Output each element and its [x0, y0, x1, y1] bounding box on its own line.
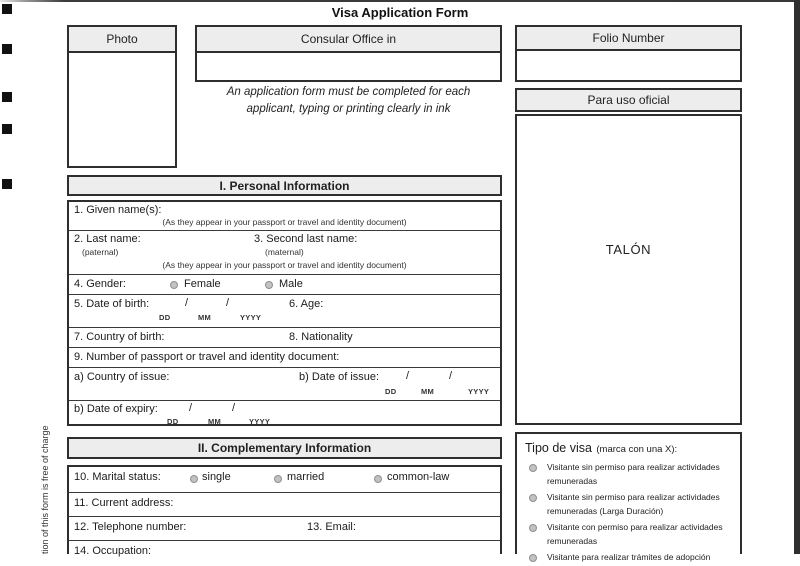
single-label: single: [202, 471, 231, 483]
photo-box: [67, 25, 177, 168]
dd-label: DD: [167, 417, 179, 426]
visa-option-3-radio[interactable]: [529, 524, 537, 532]
female-radio[interactable]: [170, 281, 178, 289]
paternal-label: (paternal): [82, 247, 119, 257]
registration-mark: [2, 44, 12, 54]
margin-note: tion of this form is free of charge: [40, 425, 50, 554]
dd-label: DD: [385, 387, 397, 396]
current-address-row[interactable]: [69, 492, 500, 516]
folio-number-field[interactable]: [517, 51, 740, 80]
folio-number-box: [515, 25, 742, 82]
gender-row: [69, 274, 500, 294]
passport-number-row[interactable]: [69, 347, 500, 367]
last-name-label: 2. Last name:: [74, 233, 141, 245]
visa-option-2-label: [547, 491, 720, 518]
yyyy-label: YYYY: [468, 387, 490, 396]
visa-option-1-label: [547, 461, 720, 488]
age-label: 6. Age:: [289, 298, 324, 310]
marital-status-label: 10. Marital status:: [74, 471, 161, 483]
passport-note: (As they appear in your passport or travel and identity document): [162, 260, 407, 270]
visa-option-1-line1: Visitante sin permiso para realizar actividades: [547, 462, 720, 472]
photo-header: Photo: [69, 27, 175, 53]
date-slash: /: [406, 370, 410, 382]
folio-number-header: Folio Number: [517, 27, 740, 51]
section-1-header: I. Personal Information: [67, 175, 502, 196]
telephone-label: 12. Telephone number:: [74, 521, 187, 533]
married-radio[interactable]: [274, 475, 282, 483]
female-label: Female: [184, 278, 221, 290]
date-of-expiry-label: b) Date of expiry:: [74, 403, 158, 415]
common-law-label: common-law: [387, 471, 450, 483]
visa-type-title-row: [517, 434, 740, 459]
page-title: Visa Application Form: [331, 5, 469, 20]
registration-mark: [2, 179, 12, 189]
male-label: Male: [279, 278, 303, 290]
current-address-label: 11. Current address:: [74, 497, 174, 509]
visa-type-subtitle: (marca con una X):: [596, 444, 678, 455]
dd-label: DD: [159, 313, 171, 322]
visa-type-box: [515, 432, 742, 562]
registration-mark: [2, 124, 12, 134]
date-of-expiry-row[interactable]: [69, 400, 500, 424]
yyyy-label: YYYY: [240, 313, 262, 322]
official-use-header: Para uso oficial: [515, 88, 742, 112]
talon-label: TALÓN: [605, 242, 652, 257]
section-2-header: II. Complementary Information: [67, 437, 502, 459]
visa-option-1: [517, 460, 740, 489]
second-last-name-label: 3. Second last name:: [254, 233, 358, 245]
scrollbar[interactable]: [794, 0, 800, 554]
mm-label: MM: [208, 417, 222, 426]
visa-option-3-line2: remuneradas: [547, 535, 598, 546]
photo-area[interactable]: [69, 53, 175, 166]
visa-option-2-line2: remuneradas (Larga Duración): [547, 505, 664, 516]
date-slash: /: [232, 402, 236, 414]
date-slash: /: [449, 370, 453, 382]
date-of-birth-row[interactable]: [69, 294, 500, 327]
country-of-birth-label: 7. Country of birth:: [74, 331, 165, 343]
visa-option-2: [517, 490, 740, 519]
single-radio[interactable]: [190, 475, 198, 483]
occupation-row[interactable]: [69, 540, 500, 564]
date-of-issue-label: b) Date of issue:: [299, 371, 380, 383]
visa-option-4-line1: Visitante para realizar trámites de adopción: [547, 552, 711, 562]
country-of-birth-row[interactable]: [69, 327, 500, 347]
passport-number-label: 9. Number of passport or travel and identity document:: [74, 351, 340, 363]
married-label: married: [287, 471, 325, 483]
mm-label: MM: [421, 387, 435, 396]
gender-label: 4. Gender:: [74, 278, 126, 290]
visa-option-2-radio[interactable]: [529, 494, 537, 502]
personal-information-table: [67, 200, 502, 426]
complementary-information-table: [67, 465, 502, 557]
registration-mark: [2, 92, 12, 102]
mm-label: MM: [198, 313, 212, 322]
official-use-box: [515, 114, 742, 425]
consular-office-field[interactable]: [197, 53, 500, 80]
email-label: 13. Email:: [307, 521, 356, 533]
given-names-label: 1. Given name(s):: [74, 204, 162, 216]
yyyy-label: YYYY: [249, 417, 271, 426]
male-radio[interactable]: [265, 281, 273, 289]
date-of-birth-label: 5. Date of birth:: [74, 298, 150, 310]
date-slash: /: [226, 297, 230, 309]
marital-status-row: [69, 467, 500, 492]
visa-type-title: Tipo de visa: [525, 441, 592, 455]
visa-option-4-radio[interactable]: [529, 554, 537, 562]
date-slash: /: [189, 402, 193, 414]
given-names-row[interactable]: [69, 202, 500, 230]
visa-option-2-line1: Visitante sin permiso para realizar actividades: [547, 492, 720, 502]
nationality-label: 8. Nationality: [289, 331, 353, 343]
telephone-email-row[interactable]: [69, 516, 500, 540]
consular-office-header: Consular Office in: [197, 27, 500, 53]
visa-option-3-label: [547, 521, 723, 548]
registration-mark: [2, 4, 12, 14]
visa-option-3-line1: Visitante con permiso para realizar actividades: [547, 522, 723, 532]
date-slash: /: [185, 297, 189, 309]
visa-option-3: [517, 520, 740, 549]
common-law-radio[interactable]: [374, 475, 382, 483]
country-of-issue-label: a) Country of issue:: [74, 371, 170, 383]
window-top-edge: [0, 0, 800, 2]
visa-option-4-label: [547, 551, 710, 565]
country-of-issue-row[interactable]: [69, 367, 500, 400]
visa-option-4: [517, 550, 740, 566]
passport-note: (As they appear in your passport or travel and identity document): [162, 217, 407, 227]
consular-office-box: [195, 25, 502, 82]
occupation-label: 14. Occupation:: [74, 545, 152, 557]
instruction-line-2: applicant, typing or printing clearly in ink: [246, 103, 451, 115]
instruction-line-1: An application form must be completed for each: [226, 86, 471, 98]
visa-option-1-line2: remuneradas: [547, 475, 598, 486]
maternal-label: (maternal): [265, 247, 304, 257]
visa-option-1-radio[interactable]: [529, 464, 537, 472]
last-name-row[interactable]: [69, 230, 500, 274]
